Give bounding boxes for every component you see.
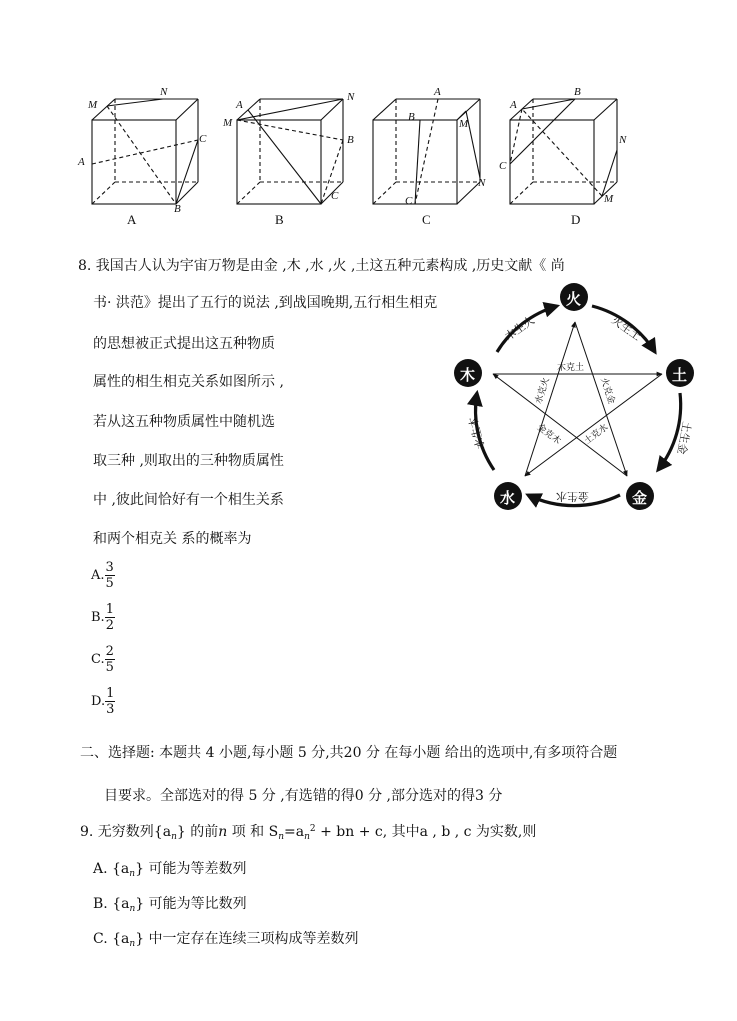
overcome-wood-earth: 木克土: [557, 363, 585, 373]
q8-option-c[interactable]: [91, 644, 115, 675]
q8-option-b[interactable]: [91, 602, 115, 633]
option-fraction: $\frac{2}{5}$: [105, 644, 114, 675]
cube-caption-b: B: [275, 212, 284, 227]
cube-b-vertex-b: B: [347, 134, 354, 146]
q9-option-a[interactable]: A. $\{a_n\}$ 可能为等差数列: [93, 861, 247, 879]
q8-line-7: 中 ,彼此间恰好有一个相生关系: [93, 492, 284, 508]
cube-b-vertex-n: N: [347, 91, 355, 103]
cube-d-vertex-a: A: [510, 99, 517, 111]
cube-b-vertex-m: M: [223, 117, 233, 129]
cube-d-vertex-n: N: [619, 134, 627, 146]
cube-a: [92, 99, 198, 204]
cube-a-vertex-a: A: [78, 156, 85, 168]
overcome-metal-wood: 金克木: [534, 422, 563, 447]
element-earth-label: 土: [672, 366, 688, 384]
option-fraction: $\frac{1}{3}$: [106, 686, 115, 717]
q8-option-a[interactable]: [91, 560, 115, 591]
section-2-line-2: 目要求。全部选对的得 5 分 ,有选错的得0 分 ,部分选对的得3 分: [104, 788, 503, 804]
q8-line-6: 取三种 ,则取出的三种物质属性: [93, 453, 284, 469]
option-fraction: $\frac{3}{5}$: [105, 560, 114, 591]
cube-a-vertex-c: C: [199, 133, 207, 145]
cube-caption-d: D: [571, 212, 581, 227]
cube-c-vertex-m: M: [459, 118, 469, 130]
generate-fire-earth: 火生土: [608, 313, 644, 344]
q8-line-1: 8. 我国古人认为宇宙万物是由金 ,木 ,水 ,火 ,土这五种元素构成 ,历史文献《 尚: [78, 258, 565, 274]
option-letter: D.: [91, 694, 106, 709]
q9-stem: 9. 无穷数列$\{a_n\}$ 的前n 项 和 $S_n=a_n^2$ + bn + c, 其中a , b , c 为实数,则: [80, 824, 537, 842]
cube-a-vertex-m: M: [88, 99, 98, 111]
overcome-earth-water: 土克水: [582, 422, 611, 447]
q8-line-4: 属性的相生相克关系如图所示 ,: [93, 374, 284, 390]
cube-d-vertex-b: B: [574, 86, 581, 98]
wuxing-diagram: [450, 280, 710, 520]
overcome-fire-metal: 火克金: [598, 376, 617, 406]
element-wood-label: 木: [460, 366, 476, 384]
q8-line-3: 的思想被正式提出这五种物质: [93, 336, 275, 352]
generate-earth-metal: 土生金: [674, 420, 694, 456]
generate-water-wood: 水生木: [466, 415, 488, 451]
option-letter: B.: [91, 610, 105, 625]
q8-line-8: 和两个相克关 系的概率为: [93, 531, 252, 547]
cube-d: [510, 99, 617, 204]
q9-option-b[interactable]: B. $\{a_n\}$ 可能为等比数列: [93, 896, 247, 914]
element-metal-label: 金: [632, 489, 648, 507]
generate-metal-water: 金生水: [556, 490, 589, 503]
cube-c-vertex-n: N: [478, 177, 486, 189]
cube-b: [237, 99, 343, 204]
cube-b-vertex-a: A: [236, 99, 243, 111]
q8-option-d[interactable]: [91, 686, 115, 717]
cube-c-vertex-b: B: [408, 111, 415, 123]
element-fire-label: 火: [566, 290, 582, 308]
cube-c-vertex-a: A: [434, 86, 441, 98]
q8-line-2: 书· 洪范》提出了五行的说法 ,到战国晚期,五行相生相克: [93, 295, 438, 311]
cube-caption-c: C: [422, 212, 431, 227]
cube-c: [373, 99, 480, 204]
cube-caption-a: A: [127, 212, 137, 227]
element-water-label: 水: [500, 489, 516, 507]
section-2-heading: 二、选择题: 本题共 4 小题,每小题 5 分,共20 分 在每小题 给出的选项中,有多项符合题: [80, 745, 618, 761]
cube-c-vertex-c: C: [405, 195, 413, 207]
option-letter: C.: [91, 652, 105, 667]
q8-line-5: 若从这五种物质属性中随机选: [93, 414, 275, 430]
cube-a-vertex-n: N: [160, 86, 168, 98]
star-fire-metal: [575, 322, 627, 476]
cube-b-vertex-c: C: [331, 190, 339, 202]
generate-wood-fire: 木生火: [502, 313, 538, 344]
q9-option-c[interactable]: C. $\{a_n\}$ 中一定存在连续三项构成等差数列: [93, 931, 359, 949]
overcome-water-fire: 水克火: [534, 376, 552, 406]
option-letter: A.: [91, 568, 105, 583]
option-fraction: $\frac{1}{2}$: [105, 602, 114, 633]
cube-a-vertex-b: B: [174, 203, 181, 215]
cube-d-vertex-c: C: [499, 160, 507, 172]
cube-d-vertex-m: M: [604, 193, 614, 205]
